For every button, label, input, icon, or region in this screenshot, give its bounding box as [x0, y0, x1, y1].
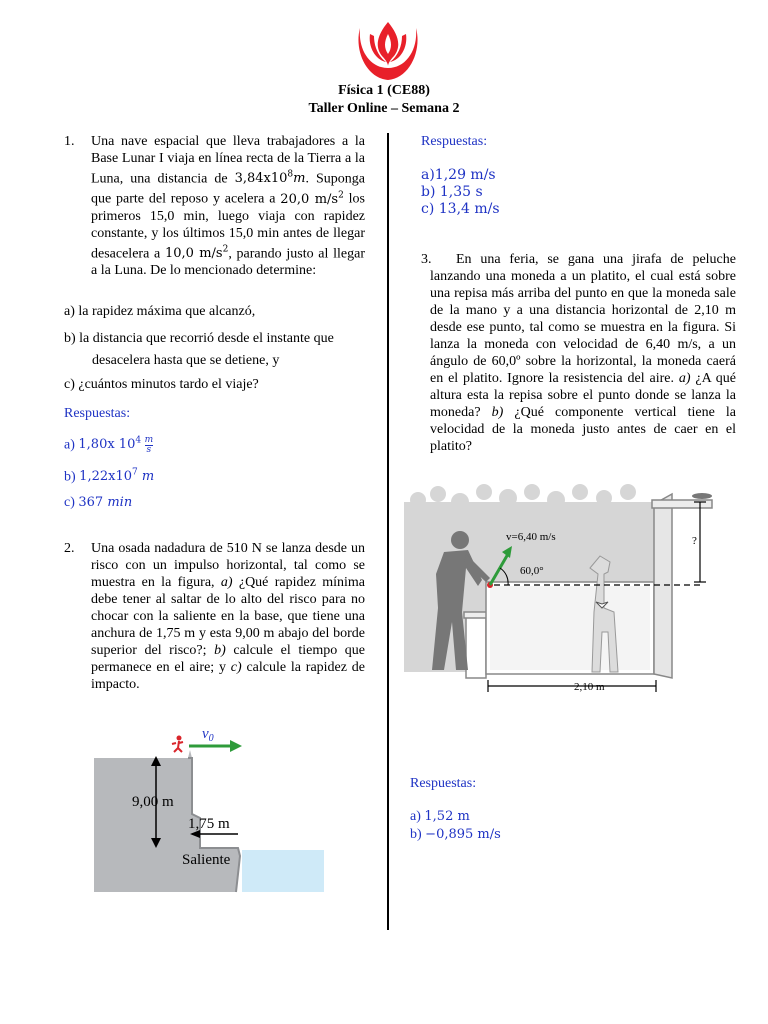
- ledge-label: Saliente: [182, 852, 231, 868]
- swimmer-icon: [172, 736, 183, 753]
- problem-3-answer-b: b) −0,895 m/s: [410, 827, 501, 842]
- height-label: 9,00 m: [132, 794, 174, 810]
- width-label: 1,75 m: [188, 816, 230, 832]
- problem-1-question-a: a) la rapidez máxima que alcanzó,: [64, 304, 256, 319]
- problem-1-answer-b: b) $1,22x10^7$ m: [64, 468, 155, 485]
- problem-3-number: 3.: [421, 252, 432, 267]
- problem-1-number: 1.: [64, 134, 75, 149]
- problem-1-statement: Una nave espacial que lleva trabajadores a la Base Lunar I viaja en línea recta de la Tierra a la Luna, una distancia de $3,84x10^8m$. Suponga que parte del reposo y acelera a 20,0 $m/s^2$ los primeros 15,0 min, luego viaja con rapidez constante, y los últimos 15,0 min antes de llegar desacelera a 10,0 $m/s^2$, parando justo al llegar a la Luna. De lo mencionado determine:: [91, 134, 366, 278]
- height-question-label: ?: [692, 535, 697, 547]
- problem-2-answer-a: a)1,29 m/s: [421, 167, 496, 183]
- page-subtitle: Taller Online – Semana 2: [308, 101, 460, 116]
- distance-label: 2,10 m: [574, 681, 605, 693]
- problem-3-answer-a: a) 1,52 m: [410, 809, 470, 824]
- problem-2-answer-b: b) 1,35 s: [421, 184, 483, 200]
- course-title: Física 1 (CE88): [338, 83, 430, 98]
- v0-label: $v_0$: [202, 726, 214, 744]
- velocity-label: v=6,40 m/s: [506, 531, 556, 543]
- problem-2-answers-label: Respuestas:: [421, 134, 488, 149]
- problem-2-statement: Una osada nadadura de 510 N se lanza desde un risco con un impulso horizontal, tal como se muestra en la figura, a) ¿Qué rapidez mínima debe tener al saltar de lo alto del risco para no chocar con la saliente en la base, que tiene una anchura de 1,75 m y esta 9,00 m abajo del borde superior del risco?; b) calcule el tiempo que permanece en el aire; y c) calcule la rapidez de impacto.: [91, 541, 366, 692]
- problem-1-answer-a: a) 1,80x $10^4$ $\frac{m}{s}$: [64, 434, 154, 455]
- fair-figure: [404, 482, 742, 694]
- problem-1-answers-label: Respuestas:: [64, 406, 131, 421]
- problem-2-number: 2.: [64, 541, 75, 556]
- problem-1-answer-c: c) 367 min: [64, 495, 133, 510]
- problem-2-answer-c: c) 13,4 m/s: [421, 201, 500, 217]
- angle-label: 60,0°: [520, 565, 544, 577]
- problem-3-answers-label: Respuestas:: [410, 776, 477, 791]
- university-logo: [352, 20, 424, 82]
- column-divider: [387, 133, 389, 930]
- problem-1-question-c: c) ¿cuántos minutos tardo el viaje?: [64, 377, 259, 392]
- problem-1-question-b: b) la distancia que recorrió desde el instante que desacelera hasta que se detiene, y: [64, 331, 334, 368]
- cliff-figure: [92, 722, 324, 894]
- problem-3-statement: En una feria, se gana una jirafa de peluche lanzando una moneda a un platito, el cual está sobre una repisa más arriba del punto en que la moneda sale de la mano y a una distancia horizontal de 2,10 m desde ese punto, tal como se muestra en la figura. Si lanza la moneda con velocidad de 6,40 m/s, a un ángulo de 60,0º sobre la horizontal, la moneda caerá en el platito. Ignore la resistencia del aire. a) ¿A qué altura esta la repisa sobre el punto donde se lanza la moneda? b) ¿Qué componente vertical tiene la velocidad de la moneda justo antes de caer en el platito?: [430, 252, 737, 454]
